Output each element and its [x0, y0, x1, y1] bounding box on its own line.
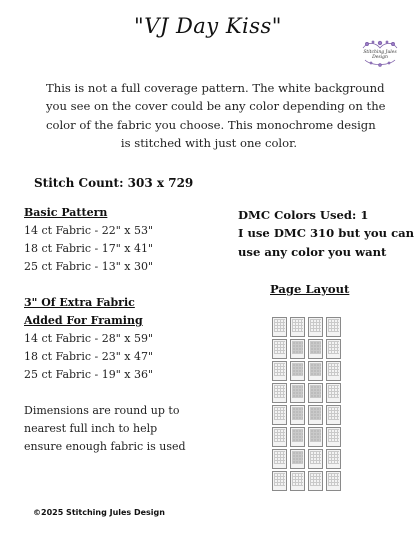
- dmc-line: DMC Colors Used: 1: [238, 208, 369, 222]
- intro-line: This is not a full coverage pattern. The white background: [46, 81, 385, 95]
- page-thumbnail: [308, 317, 323, 337]
- fabric-size-line: 14 ct Fabric - 28" x 59": [24, 332, 154, 345]
- fabric-size-line: 14 ct Fabric - 22" x 53": [24, 224, 154, 237]
- page-thumbnail: [272, 405, 287, 425]
- dmc-colors-section: [238, 206, 414, 261]
- intro-line: is stitched with just one color.: [120, 136, 298, 151]
- dimensions-note: [24, 402, 186, 456]
- fabric-size-line: 25 ct Fabric - 19" x 36": [24, 368, 154, 381]
- note-line: nearest full inch to help: [24, 422, 158, 435]
- page-thumbnail: [290, 471, 305, 491]
- copyright-footer: ©2025 Stitching Jules Design: [33, 508, 165, 517]
- page-thumbnail: [308, 405, 323, 425]
- page-thumbnail: [290, 405, 305, 425]
- basic-pattern-heading: Basic Pattern: [24, 206, 108, 219]
- page-thumbnail: [308, 471, 323, 491]
- page-thumbnail: [308, 339, 323, 359]
- page-thumbnail: [326, 449, 341, 469]
- page-thumbnail: [308, 383, 323, 403]
- page-thumbnail: [290, 449, 305, 469]
- page-layout-heading: Page Layout: [270, 282, 350, 296]
- brand-logo: [355, 38, 405, 72]
- page-thumbnail: [272, 427, 287, 447]
- basic-pattern-section: [24, 204, 153, 276]
- page-thumbnail: [308, 449, 323, 469]
- stitch-count: Stitch Count: 303 x 729: [34, 176, 194, 190]
- note-line: Dimensions are round up to: [24, 404, 180, 417]
- page-thumbnail: [272, 361, 287, 381]
- fabric-size-line: 18 ct Fabric - 23" x 47": [24, 350, 154, 363]
- page-thumbnail: [272, 317, 287, 337]
- dmc-line: use any color you want: [238, 244, 387, 259]
- page-thumbnail: [290, 361, 305, 381]
- pattern-title: "VJ Day Kiss": [134, 14, 282, 38]
- page-thumbnail: [272, 471, 287, 491]
- page-thumbnail: [326, 361, 341, 381]
- page-thumbnail: [272, 339, 287, 359]
- page-thumbnail: [272, 449, 287, 469]
- logo-text: Stitching Jules Design: [363, 50, 397, 60]
- page-thumbnail: [326, 383, 341, 403]
- extra-fabric-section: [24, 294, 153, 384]
- page-thumbnail: [308, 427, 323, 447]
- page-thumbnail: [272, 383, 287, 403]
- note-line: ensure enough fabric is used: [24, 440, 186, 453]
- page-thumbnail: [290, 317, 305, 337]
- page-thumbnail: [308, 361, 323, 381]
- dmc-line: I use DMC 310 but you can: [238, 226, 415, 241]
- page-thumbnail: [326, 339, 341, 359]
- intro-line: you see on the cover could be any color depending on the: [46, 99, 386, 114]
- page-thumbnail: [326, 427, 341, 447]
- extra-fabric-heading: 3" Of Extra Fabric: [24, 296, 135, 309]
- page-thumbnail: [290, 427, 305, 447]
- page-thumbnail: [326, 471, 341, 491]
- extra-fabric-heading: Added For Framing: [24, 314, 143, 327]
- fabric-size-line: 18 ct Fabric - 17" x 41": [24, 242, 154, 255]
- intro-line: color of the fabric you choose. This monochrome design: [46, 117, 376, 132]
- intro-paragraph: [46, 79, 386, 153]
- page-thumbnail: [326, 405, 341, 425]
- page-thumbnail: [326, 317, 341, 337]
- page-thumbnail: [290, 339, 305, 359]
- page-thumbnail: [290, 383, 305, 403]
- fabric-size-line: 25 ct Fabric - 13" x 30": [24, 260, 154, 273]
